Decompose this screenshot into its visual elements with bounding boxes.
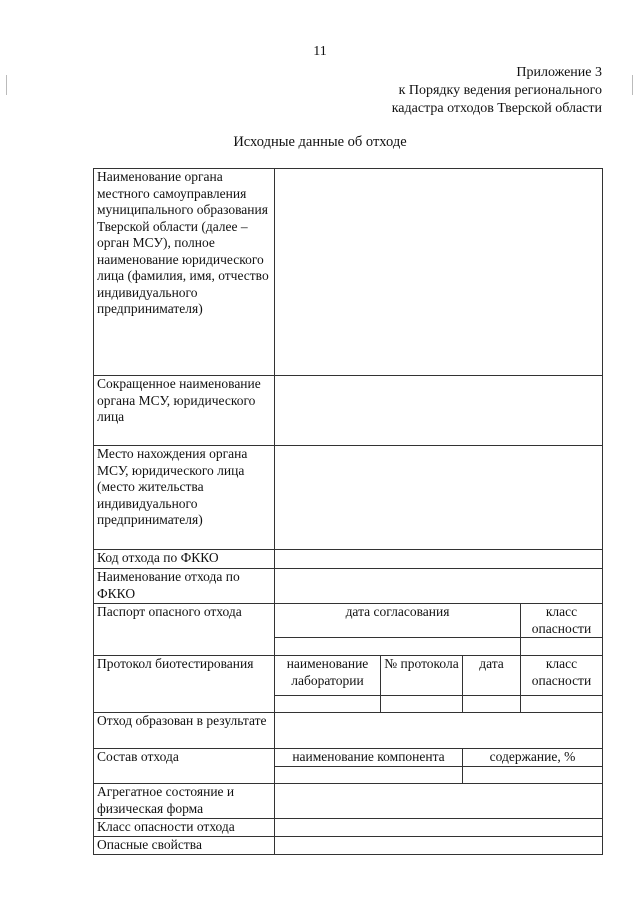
label-msu-full-name: Наименование органа местного самоуправления муниципального образования Тверской области (далее – орган МСУ), полное наименование юридического лица (фамилия, имя, отчество индивидуального предпринимателя)	[94, 169, 275, 376]
input-protocol-no[interactable]	[381, 696, 463, 713]
label-hazard-properties: Опасные свойства	[94, 836, 275, 854]
scan-mark-right	[632, 75, 633, 95]
label-protocol: Протокол биотестирования	[94, 656, 275, 713]
input-protocol-hazard-class[interactable]	[521, 696, 603, 713]
header-protocol-hazard-class: класс опасности	[521, 656, 603, 696]
document-title: Исходные данные об отходе	[233, 134, 407, 150]
label-fkko-code: Код отхода по ФККО	[94, 550, 275, 569]
label-short-name: Сокращенное наименование органа МСУ, юридического лица	[94, 376, 275, 446]
row-hazard-properties	[94, 836, 603, 854]
label-composition: Состав отхода	[94, 749, 275, 784]
input-fkko-code[interactable]	[275, 550, 603, 569]
page-number: 11	[313, 44, 327, 59]
appendix-line-2: к Порядку ведения регионального	[398, 83, 602, 98]
header-component-name: наименование компонента	[275, 749, 463, 767]
header-content-pct: содержание, %	[463, 749, 603, 767]
input-hazard-properties[interactable]	[275, 836, 603, 854]
row-hazard-class	[94, 819, 603, 837]
row-formed-as-result	[94, 713, 603, 749]
appendix-line-3: кадастра отходов Тверской области	[391, 101, 602, 116]
label-aggregate-state: Агрегатное состояние и физическая форма	[94, 784, 275, 819]
header-protocol-date: дата	[463, 656, 521, 696]
input-lab-name[interactable]	[275, 696, 381, 713]
input-formed-as-result[interactable]	[275, 713, 603, 749]
waste-data-form	[93, 168, 603, 855]
row-msu-full-name	[94, 169, 603, 376]
row-fkko-name	[94, 569, 603, 604]
input-passport-hazard-class[interactable]	[521, 638, 603, 656]
row-location	[94, 446, 603, 550]
header-lab-name: наименование лаборатории	[275, 656, 381, 696]
label-hazard-class: Класс опасности отхода	[94, 819, 275, 837]
appendix-line-1: Приложение 3	[516, 65, 602, 80]
input-location[interactable]	[275, 446, 603, 550]
input-fkko-name[interactable]	[275, 569, 603, 604]
header-approval-date: дата согласования	[275, 604, 521, 638]
label-location: Место нахождения органа МСУ, юридического лица (место жительства индивидуального предпринимателя)	[94, 446, 275, 550]
input-hazard-class[interactable]	[275, 819, 603, 837]
row-protocol	[94, 656, 603, 696]
label-formed-as-result: Отход образован в результате	[94, 713, 275, 749]
label-passport: Паспорт опасного отхода	[94, 604, 275, 656]
input-approval-date[interactable]	[275, 638, 521, 656]
label-fkko-name: Наименование отхода по ФККО	[94, 569, 275, 604]
row-passport	[94, 604, 603, 638]
scan-mark-left	[6, 75, 7, 95]
input-aggregate-state[interactable]	[275, 784, 603, 819]
input-short-name[interactable]	[275, 376, 603, 446]
input-content-pct[interactable]	[463, 767, 603, 784]
row-fkko-code	[94, 550, 603, 569]
input-component-name[interactable]	[275, 767, 463, 784]
row-composition	[94, 749, 603, 767]
header-passport-hazard-class: класс опасности	[521, 604, 603, 638]
input-msu-full-name[interactable]	[275, 169, 603, 376]
input-protocol-date[interactable]	[463, 696, 521, 713]
header-protocol-no: № протокола	[381, 656, 463, 696]
row-short-name	[94, 376, 603, 446]
row-aggregate-state	[94, 784, 603, 819]
